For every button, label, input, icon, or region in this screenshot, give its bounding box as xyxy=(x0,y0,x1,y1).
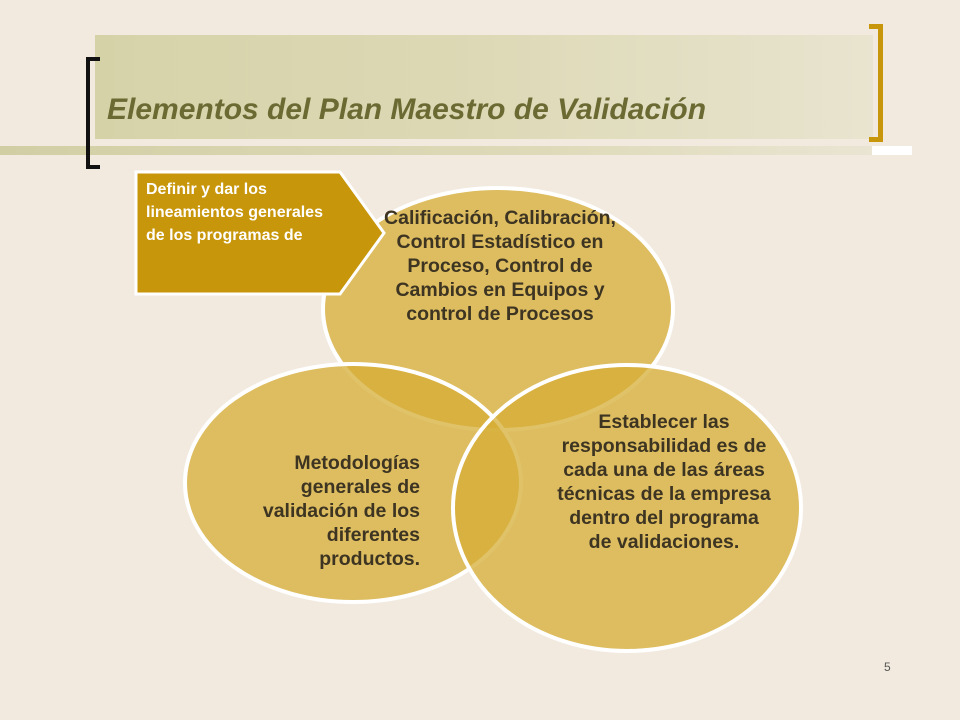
slide-title: Elementos del Plan Maestro de Validación xyxy=(107,93,707,126)
callout-text: Definir y dar los lineamientos generales de los programas de xyxy=(146,181,323,244)
left-circle-text: Metodologías generales de validación de los diferentes productos. xyxy=(262,452,420,570)
page-number: 5 xyxy=(884,660,891,674)
top-circle-text: Calificación, Calibración, Control Estadístico en Proceso, Control de Cambios en Equipos y control de Procesos xyxy=(384,207,616,325)
right-circle-text: Establecer las responsabilidad es de cada una de las áreas técnicas de la empresa dentro del programa de validaciones. xyxy=(557,411,771,553)
